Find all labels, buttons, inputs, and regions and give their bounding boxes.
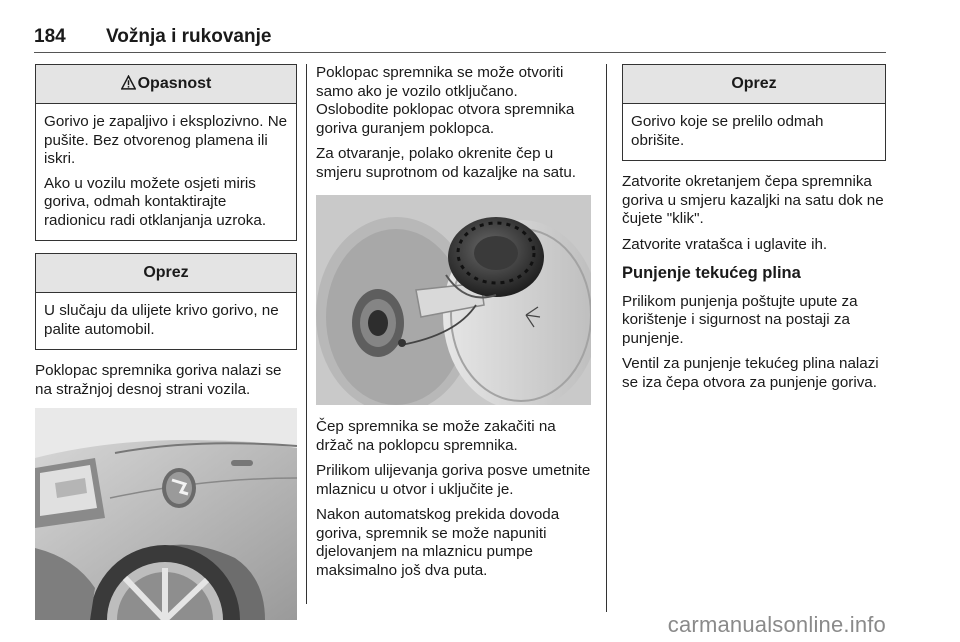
caution-box-2 bbox=[622, 64, 886, 161]
car-illustration-graphic bbox=[35, 408, 297, 620]
column-2 bbox=[316, 64, 591, 587]
chapter-title: Vožnja i rukovanje bbox=[106, 26, 272, 47]
fuel-cap-illustration bbox=[316, 195, 591, 405]
danger-box-body bbox=[36, 104, 296, 240]
lpg-valve-location-text: Ventil za punjenje tekućeg plina nalazi se iza čepa otvora za punjenje goriva. bbox=[622, 355, 879, 391]
warning-triangle-icon bbox=[121, 75, 136, 90]
caution-box-2-header: Oprez bbox=[623, 65, 885, 104]
open-flap-text: Poklopac spremnika se može otvoriti samo ako je vozilo otključano. Oslobodite poklopac otvora spremnika goriva guranjem poklopca. bbox=[316, 64, 575, 137]
column-3 bbox=[622, 64, 886, 399]
page-number: 184 bbox=[34, 26, 66, 47]
caution-text-2: Gorivo koje se prelilo odmah obrišite. bbox=[631, 113, 824, 149]
danger-text-2: Ako u vozilu možete osjeti miris goriva, odmah kontaktirajte radionicu radi otklanjanja uzroka. bbox=[44, 174, 267, 229]
close-flap-text: Zatvorite vratašca i uglavite ih. bbox=[622, 235, 828, 253]
watermark: carmanualsonline.info bbox=[667, 612, 886, 637]
close-cap-text: Zatvorite okretanjem čepa spremnika goriva u smjeru kazaljki na satu dok ne čujete "klik". bbox=[622, 173, 884, 227]
column-divider-right bbox=[606, 64, 607, 612]
lpg-section-heading: Punjenje tekućeg plina bbox=[622, 264, 801, 282]
fuel-flap-location-text: Poklopac spremnika goriva nalazi se na stražnjoj desnoj strani vozila. bbox=[35, 362, 282, 398]
caution-box-1-body bbox=[36, 293, 296, 349]
danger-text-1: Gorivo je zapaljivo i eksplozivno. Ne pušite. Bez otvorenog plamena ili iskri. bbox=[44, 113, 288, 167]
danger-box-header bbox=[36, 65, 296, 104]
nozzle-insert-text: Prilikom ulijevanja goriva posve umetnite mlaznicu u otvor i uključite je. bbox=[316, 462, 591, 498]
header-rule bbox=[34, 52, 886, 53]
caution-box-1-header: Oprez bbox=[36, 254, 296, 293]
unscrew-cap-text: Za otvaranje, polako okrenite čep u smjeru suprotnom od kazaljke na satu. bbox=[316, 145, 577, 181]
column-1 bbox=[35, 64, 297, 620]
page-header bbox=[34, 26, 271, 48]
car-rear-fuel-flap-illustration bbox=[35, 408, 297, 620]
danger-box bbox=[35, 64, 297, 241]
lpg-instructions-text: Prilikom punjenja poštujte upute za korištenje i sigurnost na postaji za punjenje. bbox=[622, 292, 858, 347]
refill-limit-text: Nakon automatskog prekida dovoda goriva, spremnik se može napuniti djelovanjem na mlaznicu pumpe maksimalno još dva puta. bbox=[316, 506, 560, 579]
caution-box-1 bbox=[35, 253, 297, 350]
fuel-cap-graphic bbox=[316, 195, 591, 405]
danger-box-title: Opasnost bbox=[137, 75, 212, 92]
column-divider-left bbox=[306, 64, 307, 604]
caution-text-1: U slučaju da ulijete krivo gorivo, ne palite automobil. bbox=[44, 302, 279, 338]
caution-box-2-body bbox=[623, 104, 885, 160]
cap-holder-text: Čep spremnika se može zakačiti na držač na poklopcu spremnika. bbox=[316, 418, 556, 454]
